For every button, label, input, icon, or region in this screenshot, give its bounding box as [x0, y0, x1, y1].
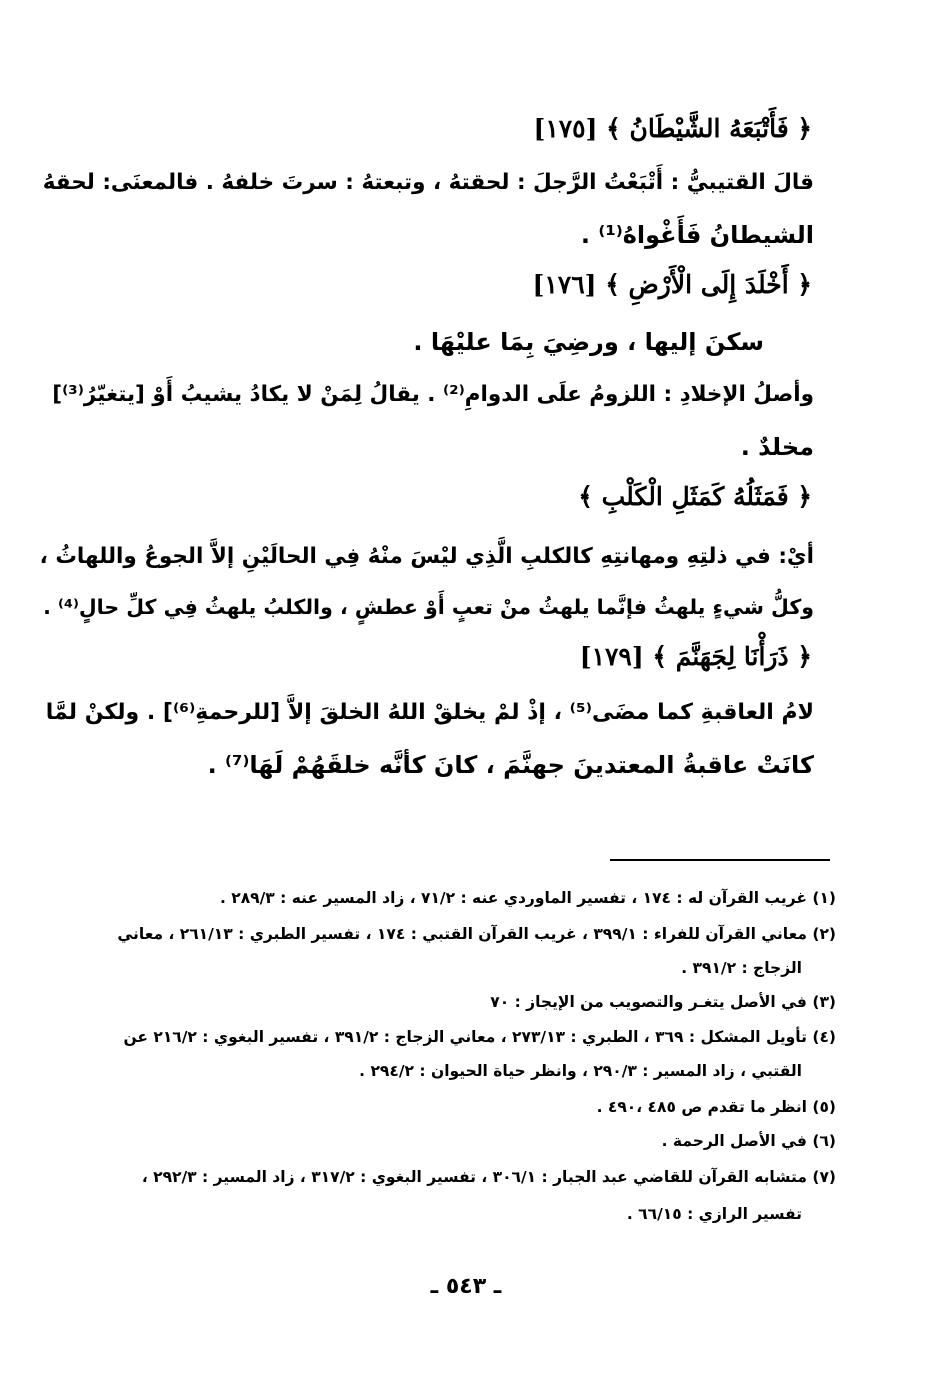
- footnote-4-cont: القتبي ، زاد المسير : ٢٩٠/٣ ، وانظر حياة الحيوان : ٢٩٤/٢ .: [359, 1062, 802, 1080]
- verse-176-dog: ﴿ فَمَثَلُهُ كَمَثَلِ الْكَلْبِ ﴾: [578, 482, 812, 511]
- footnote-5: (٥) انظر ما تقدم ص ٤٨٥ ،٤٩٠ .: [596, 1098, 836, 1116]
- commentary-line: أيْ: في ذلتِهِ ومهانتِهِ كالكلبِ الَّذِي ليْسَ منْهُ فِي الحالَيْنِ إلاَّ الجوعُ واللهاثُ ،: [39, 544, 814, 569]
- footnote-7: (٧) متشابه القرآن للقاضي عبد الجبار : ٣٠٦/١ ، تفسير البغوي : ٣١٧/٢ ، زاد المسير : ٢٩٢/٣ ،: [141, 1168, 836, 1186]
- footnote-separator: [610, 859, 830, 861]
- footnote-2-cont: الزجاج : ٣٩١/٢ .: [681, 959, 802, 977]
- footnote-1: (١) غريب القرآن له : ١٧٤ ، تفسير الماوردي عنه : ٧١/٢ ، زاد المسير عنه : ٢٨٩/٣ .: [219, 889, 836, 907]
- commentary-line: وأصلُ الإخلادِ : اللزومُ علَى الدوامِ⁽²⁾ . يقالُ لِمَنْ لا يكادُ يشيبُ أَوْ [يتغيّرُ⁽³⁾]: [52, 382, 814, 407]
- verse-176: ﴿ أَخْلَدَ إِلَى الْأَرْضِ ﴾ [١٧٦]: [532, 270, 812, 299]
- commentary-line: كانَتْ عاقبةُ المعتدينَ جهنَّمَ ، كانَ كأنَّه خلقَهُمْ لَهَا⁽⁷⁾ .: [207, 751, 814, 779]
- footnote-2: (٢) معاني القرآن للفراء : ٣٩٩/١ ، غريب القرآن القتبي : ١٧٤ ، تفسير الطبري : ٢٦١/١٣ ، معاني: [117, 925, 836, 943]
- footnote-7-cont: تفسير الرازي : ٦٦/١٥ .: [626, 1205, 802, 1223]
- footnote-6: (٦) في الأصل الرحمة .: [661, 1132, 836, 1150]
- verse-179: ﴿ ذَرَأْنَا لِجَهَنَّمَ ﴾ [١٧٩]: [579, 642, 812, 671]
- commentary-line: مخلدٌ .: [740, 433, 814, 461]
- page-number: ـ ٥٤٣ ـ: [430, 1274, 502, 1299]
- commentary-line: سكنَ إليها ، ورضِيَ بِمَا عليْهَا .: [413, 328, 764, 356]
- commentary-line: وكلُّ شيءٍ يلهثُ فإنَّما يلهثُ منْ تعبٍ أَوْ عطشٍ ، والكلبُ يلهثُ فِي كلِّ حالٍ⁽⁴⁾ .: [43, 595, 814, 619]
- commentary-line: قالَ القتيبيُّ : أَتْبَعْتُ الرَّجلَ : لحقتهُ ، وتبعتهُ : سرتَ خلفهُ . فالمعنَى: لحقهُ: [42, 170, 814, 195]
- commentary-line: الشيطانُ فَأَغْواهُ⁽¹⁾ .: [580, 221, 814, 249]
- footnote-4: (٤) تأويل المشكل : ٣٦٩ ، الطبري : ٢٧٣/١٣ ، معاني الزجاج : ٣٩١/٢ ، تفسير البغوي : ٢١٦/٢ عن: [123, 1028, 836, 1046]
- footnote-3: (٣) في الأصل يتغـر والتصويب من الإيجاز : ٧٠: [490, 993, 836, 1011]
- commentary-line: لامُ العاقبةِ كما مضَى⁽⁵⁾ ، إذْ لمْ يخلقْ اللهُ الخلقَ إلاَّ [للرحمةِ⁽⁶⁾] . ولكنْ لمَّا: [45, 700, 814, 725]
- verse-175: ﴿ فَأَتْبَعَهُ الشَّيْطَانُ ﴾ [١٧٥]: [533, 114, 812, 143]
